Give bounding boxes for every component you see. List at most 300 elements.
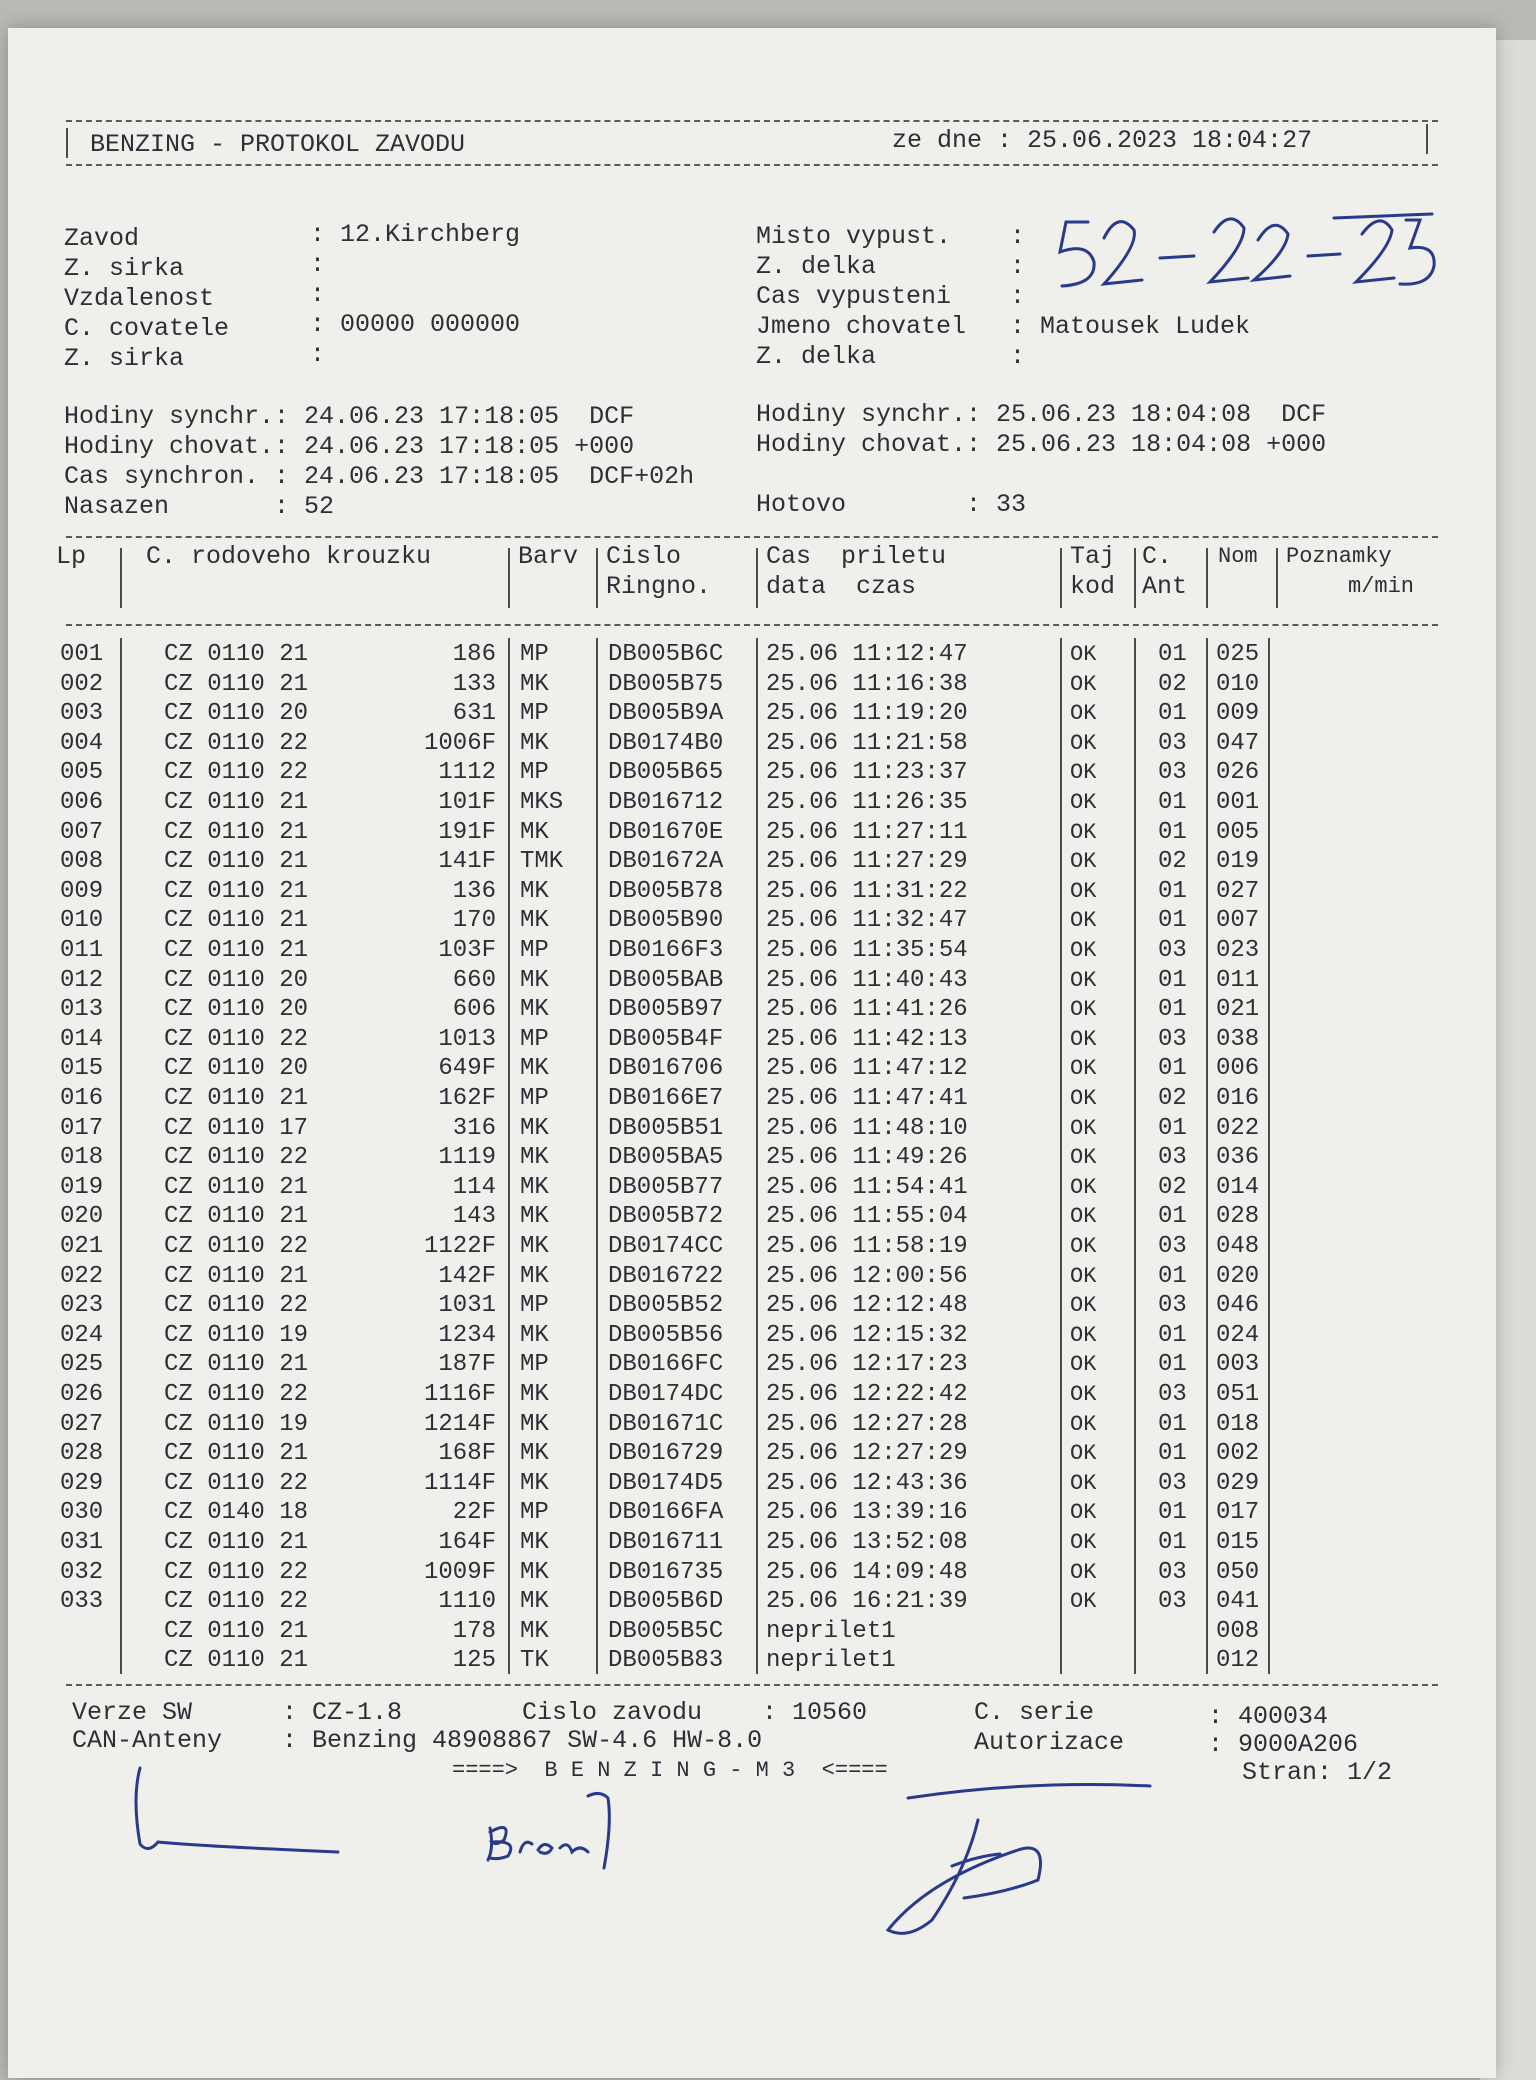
row-antenna: 01 <box>1158 1321 1187 1349</box>
header-divider <box>1276 548 1278 608</box>
sync-left-line: Cas synchron. : 24.06.23 17:18:05 DCF+02h <box>64 462 695 491</box>
row-nom: 038 <box>1216 1025 1260 1053</box>
row-antenna: 03 <box>1158 1469 1187 1497</box>
row-lp: 026 <box>60 1381 104 1408</box>
table-row <box>8 1646 1496 1676</box>
row-color: MK <box>520 1588 549 1616</box>
table-row <box>8 1291 1496 1321</box>
row-arrival-time: 25.06 11:48:10 <box>766 1114 968 1142</box>
row-color: MK <box>520 1410 549 1438</box>
row-chip-id: DB005B65 <box>608 759 724 787</box>
row-lp: 022 <box>60 1262 104 1290</box>
top-rule <box>66 120 1438 122</box>
sync-left-line: Hodiny synchr.: 24.06.23 17:18:05 DCF <box>64 402 635 431</box>
row-lp: 033 <box>60 1588 104 1616</box>
row-arrival-time: 25.06 12:15:32 <box>766 1321 968 1349</box>
row-nom: 021 <box>1216 996 1260 1024</box>
row-antenna: 01 <box>1158 789 1187 816</box>
row-status: OK <box>1070 701 1097 727</box>
row-lp: 025 <box>60 1351 104 1379</box>
row-ring-number: 186 <box>452 641 496 668</box>
info-value: : <box>310 340 326 369</box>
footer-device-banner: ====> B E N Z I N G - M 3 <==== <box>452 1758 888 1783</box>
col-cislo: Cislo <box>606 542 682 571</box>
row-ring-number: 1110 <box>438 1588 496 1616</box>
col-kod: kod <box>1070 572 1116 601</box>
row-color: MK <box>520 1173 549 1201</box>
row-lp: 002 <box>60 670 104 698</box>
row-nom: 010 <box>1216 670 1260 698</box>
row-antenna: 01 <box>1158 641 1187 668</box>
info-value: : 00000 000000 <box>310 310 521 339</box>
row-nom: 022 <box>1216 1114 1260 1142</box>
row-ring: CZ 0110 21 <box>164 1203 309 1231</box>
row-ring: CZ 0110 22 <box>164 729 309 757</box>
row-status: OK <box>1070 938 1097 963</box>
table-row <box>8 1025 1496 1055</box>
row-ring: CZ 0110 21 <box>164 1351 309 1379</box>
row-antenna: 02 <box>1158 1085 1187 1112</box>
row-status: OK <box>1070 1234 1097 1259</box>
row-lp: 003 <box>60 700 104 728</box>
col-barv: Barv <box>518 542 579 571</box>
row-lp: 005 <box>60 759 104 787</box>
row-chip-id: DB016712 <box>608 789 724 816</box>
row-arrival-time: 25.06 11:31:22 <box>766 877 968 905</box>
row-chip-id: DB0174B0 <box>608 729 724 757</box>
info-label: Z. delka <box>756 252 877 281</box>
row-status: OK <box>1070 1559 1097 1585</box>
row-ring-number: 162F <box>438 1085 496 1112</box>
row-nom: 028 <box>1216 1203 1260 1231</box>
row-lp: 016 <box>60 1085 104 1112</box>
row-lp: 006 <box>60 789 104 816</box>
col-c: C. <box>1142 542 1173 571</box>
row-nom: 006 <box>1216 1055 1260 1083</box>
row-nom: 008 <box>1216 1617 1260 1645</box>
row-arrival-time: 25.06 11:12:47 <box>766 641 968 668</box>
table-row <box>8 1262 1496 1292</box>
row-ring-number: 170 <box>452 907 496 935</box>
row-nom: 016 <box>1216 1085 1260 1112</box>
row-chip-id: DB005B77 <box>608 1173 724 1201</box>
title-rule <box>66 164 1438 166</box>
row-ring: CZ 0110 19 <box>164 1410 309 1438</box>
row-status: OK <box>1070 671 1097 697</box>
row-nom: 009 <box>1216 700 1260 728</box>
row-status: OK <box>1070 878 1097 904</box>
row-nom: 051 <box>1216 1381 1260 1408</box>
row-antenna: 03 <box>1158 1292 1187 1320</box>
row-ring-number: 103F <box>438 937 496 964</box>
row-ring: CZ 0110 21 <box>164 937 309 964</box>
table-row <box>8 1410 1496 1440</box>
row-ring: CZ 0110 21 <box>164 1085 309 1112</box>
table-row <box>8 1084 1496 1114</box>
table-row <box>8 1350 1496 1380</box>
row-ring-number: 114 <box>452 1173 496 1201</box>
info-value: : <box>1010 252 1026 281</box>
row-chip-id: DB005BA5 <box>608 1144 724 1172</box>
table-row <box>8 906 1496 936</box>
row-chip-id: DB0174D5 <box>608 1469 724 1497</box>
row-ring: CZ 0110 21 <box>164 641 309 668</box>
col-taj: Taj <box>1070 542 1116 571</box>
row-arrival-time: 25.06 11:23:37 <box>766 759 968 787</box>
row-antenna: 01 <box>1158 1529 1187 1556</box>
header-divider <box>596 548 598 608</box>
row-antenna: 01 <box>1158 1203 1187 1231</box>
row-arrival-time: 25.06 12:43:36 <box>766 1469 968 1497</box>
row-lp: 028 <box>60 1440 104 1468</box>
row-ring-number: 142F <box>438 1262 496 1290</box>
row-lp: 015 <box>60 1055 104 1083</box>
row-nom: 018 <box>1216 1410 1260 1438</box>
row-ring: CZ 0110 21 <box>164 1262 309 1290</box>
row-nom: 025 <box>1216 641 1260 668</box>
row-arrival-time: 25.06 11:49:26 <box>766 1144 968 1172</box>
row-arrival-time: 25.06 11:35:54 <box>766 937 968 964</box>
row-arrival-time: 25.06 12:12:48 <box>766 1292 968 1320</box>
row-nom: 005 <box>1216 818 1260 846</box>
row-chip-id: DB005B5C <box>608 1617 724 1645</box>
row-nom: 011 <box>1216 966 1260 994</box>
row-ring-number: 1214F <box>423 1410 496 1438</box>
row-status: OK <box>1070 1530 1097 1555</box>
row-antenna: 02 <box>1158 1173 1187 1201</box>
row-status: OK <box>1070 642 1097 667</box>
row-chip-id: DB016711 <box>608 1529 724 1556</box>
row-status: OK <box>1070 1263 1097 1289</box>
row-chip-id: DB0166FC <box>608 1351 724 1379</box>
footer-auth-label: Autorizace <box>974 1728 1125 1757</box>
row-chip-id: DB005BAB <box>608 966 724 994</box>
row-ring: CZ 0110 21 <box>164 1440 309 1468</box>
row-antenna: 01 <box>1158 1440 1187 1468</box>
table-row <box>8 729 1496 759</box>
row-ring: CZ 0110 21 <box>164 907 309 935</box>
info-value: : <box>310 280 326 309</box>
row-antenna: 01 <box>1158 1114 1187 1142</box>
row-status: OK <box>1070 1174 1097 1200</box>
row-status: OK <box>1070 790 1097 815</box>
row-arrival-time: 25.06 11:19:20 <box>766 700 968 728</box>
row-chip-id: DB005B75 <box>608 670 724 698</box>
row-antenna: 01 <box>1158 1410 1187 1438</box>
row-lp: 032 <box>60 1558 104 1586</box>
row-ring: CZ 0110 22 <box>164 1233 309 1260</box>
row-color: MP <box>520 641 549 668</box>
row-lp: 023 <box>60 1292 104 1320</box>
row-color: MK <box>520 818 549 846</box>
row-status: OK <box>1070 1322 1097 1348</box>
info-value: : 12.Kirchberg <box>310 220 521 249</box>
table-row <box>8 966 1496 996</box>
col-cas: Cas priletu <box>766 542 947 571</box>
row-antenna: 03 <box>1158 1233 1187 1260</box>
row-antenna: 01 <box>1158 1351 1187 1379</box>
info-value: : Matousek Ludek <box>1010 312 1251 341</box>
row-arrival-time: 25.06 11:27:11 <box>766 818 968 846</box>
row-arrival-time: 25.06 11:58:19 <box>766 1233 968 1260</box>
row-ring: CZ 0110 21 <box>164 1647 309 1675</box>
row-ring-number: 1009F <box>423 1558 496 1586</box>
row-chip-id: DB016729 <box>608 1440 724 1468</box>
row-ring-number: 606 <box>452 996 496 1024</box>
row-status: OK <box>1070 1026 1097 1052</box>
row-status: OK <box>1070 1470 1097 1496</box>
row-status: OK <box>1070 849 1097 875</box>
row-ring-number: 316 <box>452 1114 496 1142</box>
row-arrival-time: 25.06 12:27:29 <box>766 1440 968 1468</box>
info-value: : <box>1010 222 1026 251</box>
row-chip-id: DB01671C <box>608 1410 724 1438</box>
row-lp: 019 <box>60 1173 104 1201</box>
header-divider <box>508 548 510 608</box>
row-color: MKS <box>520 789 564 816</box>
row-nom: 017 <box>1216 1499 1260 1527</box>
row-ring: CZ 0110 19 <box>164 1321 309 1349</box>
table-row <box>8 1173 1496 1203</box>
row-nom: 002 <box>1216 1440 1260 1468</box>
row-color: MK <box>520 1262 549 1290</box>
table-row <box>8 1617 1496 1647</box>
table-row <box>8 1054 1496 1084</box>
row-ring: CZ 0110 21 <box>164 1529 309 1556</box>
row-status: OK <box>1070 1500 1097 1526</box>
footer-auth-value: : 9000A206 <box>1208 1730 1359 1759</box>
row-status: OK <box>1070 730 1097 756</box>
row-lp: 010 <box>60 907 104 935</box>
row-status: OK <box>1070 997 1097 1023</box>
row-ring: CZ 0110 22 <box>164 1469 309 1497</box>
table-row <box>8 877 1496 907</box>
row-status: OK <box>1070 760 1097 786</box>
row-chip-id: DB005B97 <box>608 996 724 1024</box>
row-nom: 014 <box>1216 1173 1260 1201</box>
row-chip-id: DB0166E7 <box>608 1085 724 1112</box>
footer-page-number: Stran: 1/2 <box>1242 1758 1393 1787</box>
row-chip-id: DB0166FA <box>608 1499 724 1527</box>
row-ring: CZ 0140 18 <box>164 1499 309 1527</box>
row-ring-number: 660 <box>452 966 496 994</box>
row-lp: 024 <box>60 1321 104 1349</box>
row-color: MK <box>520 1321 549 1349</box>
row-arrival-time: 25.06 12:17:23 <box>766 1351 968 1379</box>
sync-left-line: Hodiny chovat.: 24.06.23 17:18:05 +000 <box>64 432 635 461</box>
table-row <box>8 1321 1496 1351</box>
col-ring: C. rodoveho krouzku <box>146 542 432 571</box>
row-ring-number: 141F <box>438 848 496 876</box>
row-status: OK <box>1070 1293 1097 1319</box>
row-ring: CZ 0110 17 <box>164 1114 309 1142</box>
row-chip-id: DB0174DC <box>608 1381 724 1408</box>
table-row <box>8 818 1496 848</box>
info-value: : <box>310 250 326 279</box>
footer-sw-version: Verze SW : CZ-1.8 <box>72 1698 403 1727</box>
row-chip-id: DB005B4F <box>608 1025 724 1053</box>
row-color: MK <box>520 996 549 1024</box>
info-label: Z. delka <box>756 342 877 371</box>
row-arrival-time: 25.06 12:22:42 <box>766 1381 968 1408</box>
row-arrival-time: 25.06 11:40:43 <box>766 966 968 994</box>
row-nom: 036 <box>1216 1144 1260 1172</box>
row-lp: 008 <box>60 848 104 876</box>
row-arrival-time: neprilet1 <box>766 1647 896 1675</box>
row-color: MK <box>520 1617 549 1645</box>
row-color: MK <box>520 1203 549 1231</box>
title-left-bar <box>66 128 68 158</box>
row-arrival-time: 25.06 11:41:26 <box>766 996 968 1024</box>
row-arrival-time: 25.06 16:21:39 <box>766 1588 968 1616</box>
row-arrival-time: neprilet1 <box>766 1617 896 1645</box>
col-m-min: m/min <box>1348 574 1415 599</box>
row-ring: CZ 0110 21 <box>164 670 309 698</box>
row-lp: 020 <box>60 1203 104 1231</box>
row-chip-id: DB005B56 <box>608 1321 724 1349</box>
row-lp: 031 <box>60 1529 104 1556</box>
row-arrival-time: 25.06 11:54:41 <box>766 1173 968 1201</box>
row-antenna: 03 <box>1158 1025 1187 1053</box>
row-chip-id: DB005B78 <box>608 877 724 905</box>
header-divider <box>1134 548 1136 608</box>
footer-serial-value: : 400034 <box>1208 1702 1329 1731</box>
row-color: MK <box>520 1469 549 1497</box>
row-antenna: 02 <box>1158 848 1187 876</box>
row-ring-number: 22F <box>452 1499 496 1527</box>
row-antenna: 03 <box>1158 1588 1187 1616</box>
row-antenna: 01 <box>1158 700 1187 728</box>
row-ring-number: 133 <box>452 670 496 698</box>
sync-right-line: Hotovo : 33 <box>756 490 1027 519</box>
info-label: Jmeno chovatel <box>756 312 967 341</box>
title-right-bar <box>1426 124 1428 154</box>
info-value: : <box>1010 282 1026 311</box>
row-lp: 018 <box>60 1144 104 1172</box>
signature-3 <box>868 1780 1168 1950</box>
row-nom: 003 <box>1216 1351 1260 1379</box>
col-poznamky: Poznamky <box>1286 544 1392 569</box>
row-lp: 007 <box>60 818 104 846</box>
row-chip-id: DB0166F3 <box>608 937 724 964</box>
row-arrival-time: 25.06 11:32:47 <box>766 907 968 935</box>
row-color: MK <box>520 670 549 698</box>
row-arrival-time: 25.06 11:47:12 <box>766 1055 968 1083</box>
header-divider <box>120 548 122 608</box>
row-status: OK <box>1070 908 1097 934</box>
row-ring-number: 631 <box>452 700 496 728</box>
row-lp: 030 <box>60 1499 104 1527</box>
row-color: MP <box>520 1292 549 1320</box>
row-chip-id: DB005B6C <box>608 641 724 668</box>
row-color: MP <box>520 1499 549 1527</box>
row-color: MK <box>520 1529 549 1556</box>
row-ring: CZ 0110 22 <box>164 1292 309 1320</box>
row-antenna: 01 <box>1158 907 1187 935</box>
row-ring: CZ 0110 20 <box>164 996 309 1024</box>
table-row <box>8 1498 1496 1528</box>
row-ring-number: 649F <box>438 1055 496 1083</box>
row-antenna: 01 <box>1158 996 1187 1024</box>
row-ring-number: 101F <box>438 789 496 816</box>
row-status: OK <box>1070 1056 1097 1082</box>
table-row <box>8 936 1496 966</box>
row-status: OK <box>1070 1352 1097 1378</box>
row-chip-id: DB005B9A <box>608 700 724 728</box>
row-nom: 048 <box>1216 1233 1260 1260</box>
table-top-rule <box>66 536 1438 538</box>
row-chip-id: DB01672A <box>608 848 724 876</box>
col-nom: Nom <box>1218 544 1258 569</box>
row-ring: CZ 0110 21 <box>164 818 309 846</box>
row-color: MK <box>520 877 549 905</box>
row-status: OK <box>1070 967 1097 993</box>
row-ring: CZ 0110 20 <box>164 1055 309 1083</box>
row-ring: CZ 0110 21 <box>164 877 309 905</box>
row-antenna: 03 <box>1158 1558 1187 1586</box>
row-arrival-time: 25.06 14:09:48 <box>766 1558 968 1586</box>
table-row <box>8 847 1496 877</box>
row-ring-number: 1112 <box>438 759 496 787</box>
row-chip-id: DB016706 <box>608 1055 724 1083</box>
col-lp: Lp <box>56 542 87 571</box>
row-ring-number: 1234 <box>438 1321 496 1349</box>
table-row <box>8 758 1496 788</box>
row-color: TK <box>520 1647 549 1675</box>
row-nom: 024 <box>1216 1321 1260 1349</box>
row-ring: CZ 0110 22 <box>164 1588 309 1616</box>
row-antenna: 01 <box>1158 877 1187 905</box>
table-row <box>8 788 1496 818</box>
row-color: MP <box>520 700 549 728</box>
row-ring-number: 1116F <box>423 1381 496 1408</box>
row-ring: CZ 0110 21 <box>164 848 309 876</box>
row-nom: 019 <box>1216 848 1260 876</box>
row-ring: CZ 0110 22 <box>164 1558 309 1586</box>
row-arrival-time: 25.06 11:55:04 <box>766 1203 968 1231</box>
row-status: OK <box>1070 1086 1097 1111</box>
table-row <box>8 640 1496 670</box>
row-status: OK <box>1070 1145 1097 1171</box>
row-nom: 020 <box>1216 1262 1260 1290</box>
table-row <box>8 699 1496 729</box>
header-divider <box>1060 548 1062 608</box>
row-arrival-time: 25.06 13:52:08 <box>766 1529 968 1556</box>
row-ring-number: 168F <box>438 1440 496 1468</box>
row-nom: 029 <box>1216 1469 1260 1497</box>
row-lp: 011 <box>60 937 104 964</box>
row-arrival-time: 25.06 12:00:56 <box>766 1262 968 1290</box>
document-date: ze dne : 25.06.2023 18:04:27 <box>892 126 1313 155</box>
row-color: MK <box>520 966 549 994</box>
row-ring-number: 1114F <box>423 1469 496 1497</box>
row-color: MK <box>520 1440 549 1468</box>
header-divider <box>1206 548 1208 608</box>
row-chip-id: DB005B6D <box>608 1588 724 1616</box>
row-color: MK <box>520 1055 549 1083</box>
row-status: OK <box>1070 1589 1097 1615</box>
sync-right-line: Hodiny synchr.: 25.06.23 18:04:08 DCF <box>756 400 1327 429</box>
sync-left-line: Nasazen : 52 <box>64 492 335 521</box>
row-nom: 015 <box>1216 1529 1260 1556</box>
row-chip-id: DB005B51 <box>608 1114 724 1142</box>
row-color: MP <box>520 937 549 964</box>
row-arrival-time: 25.06 11:21:58 <box>766 729 968 757</box>
table-row <box>8 1558 1496 1588</box>
row-color: MK <box>520 1144 549 1172</box>
row-nom: 046 <box>1216 1292 1260 1320</box>
table-row <box>8 1528 1496 1558</box>
